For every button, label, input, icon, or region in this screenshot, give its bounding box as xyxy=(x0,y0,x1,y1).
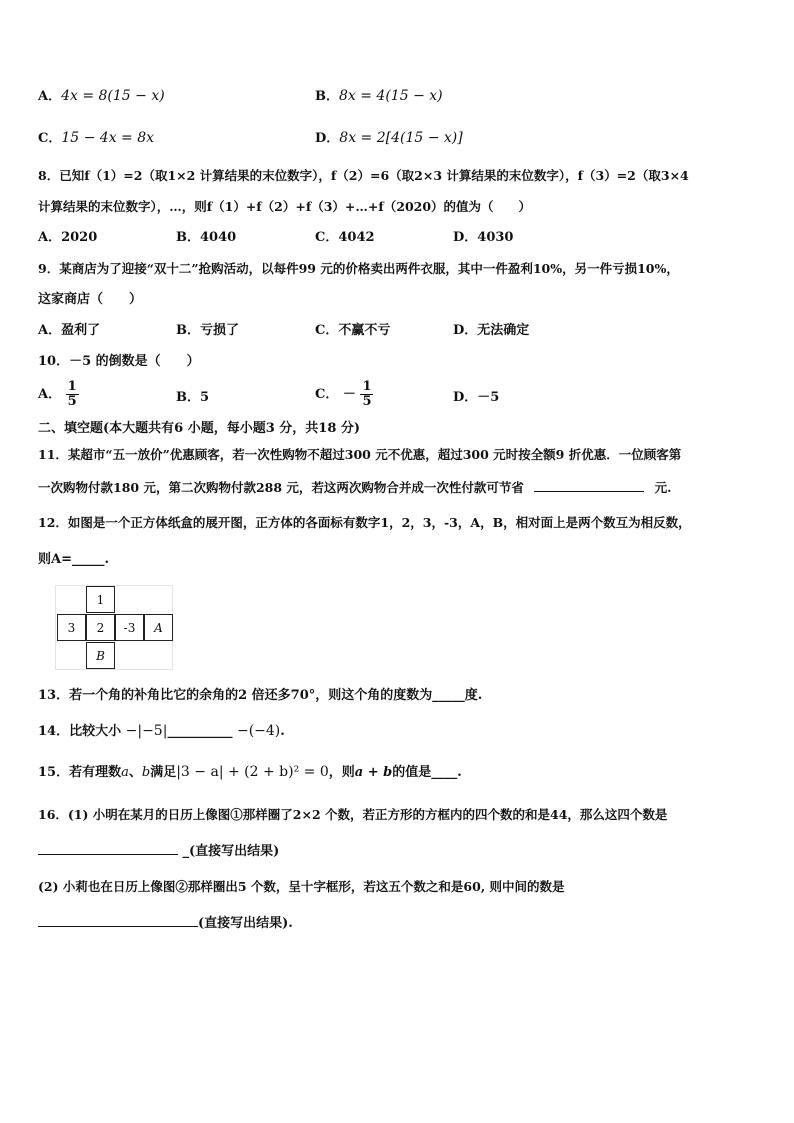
q16-part1-answer-line xyxy=(38,842,279,861)
q15-var-b: b xyxy=(141,765,151,780)
q7-option-b xyxy=(315,87,443,106)
q10-option-a-label: A． xyxy=(38,387,62,402)
q16-part1-answer-tail: _(直接写出结果) xyxy=(182,844,280,859)
q9-option-d: D．无法确定 xyxy=(453,323,530,338)
q15-tail2: 的值是 xyxy=(392,765,432,780)
q10-option-c xyxy=(315,380,373,409)
q9-stem-line2: 这家商店（ ） xyxy=(38,292,143,307)
q10-option-c-label: C． xyxy=(315,387,339,402)
q16-part2-answer-tail: (直接写出结果). xyxy=(198,916,293,931)
net-cell-right-2: A xyxy=(144,614,173,641)
net-cell-center: 2 xyxy=(86,614,115,641)
q10-option-a xyxy=(38,380,79,409)
q12-answer-blank[interactable]: _____ xyxy=(71,552,105,567)
q12-stem-line1: 12．如图是一个正方体纸盒的展开图，正方体的各面标有数字1，2，3，-3，A，B，相对面上是两个数互为相反数， xyxy=(38,515,691,530)
q8-stem-line2: 计算结果的末位数字），…，则f（1）+f（2）+f（3）+…+f（2020）的值为（ ） xyxy=(38,199,532,214)
q11-stem-line2-text: 一次购物付款180 元，第二次购物付款288 元，若这两次购物合并成一次性付款可节省 xyxy=(38,480,524,495)
net-cell-bottom: B xyxy=(86,642,115,669)
q10-option-d: D．－5 xyxy=(453,390,500,405)
q15-end: . xyxy=(457,765,462,780)
net-cell-left: 3 xyxy=(57,614,86,641)
q15-prefix: 15．若有理数 xyxy=(38,765,122,780)
q7-option-c-expr: 15 − 4x = 8x xyxy=(61,130,155,146)
q14-answer-blank[interactable]: __________ xyxy=(167,724,233,739)
q11-stem-line2 xyxy=(38,479,671,497)
q10-stem: 10．－5 的倒数是（ ） xyxy=(38,354,200,369)
q9-option-a: A．盈利了 xyxy=(38,323,101,338)
q8-option-a: A．2020 xyxy=(38,230,98,245)
q7-option-a-expr: 4x = 8(15 − x) xyxy=(61,88,165,104)
q14-rhs: −(−4) xyxy=(236,723,281,739)
q9-stem-line1: 9．某商店为了迎接“双十二”抢购活动，以每件99 元的价格卖出两件衣服，其中一件盈利10%，另一件亏损10%， xyxy=(38,261,679,276)
q15-var-a: a xyxy=(121,765,129,780)
net-cell-right-1: -3 xyxy=(115,614,144,641)
q7-option-d-expr: 8x = 2[4(15 − x)] xyxy=(339,130,463,146)
q15-condition: |3 − a| + (2 + b)² = 0 xyxy=(176,764,329,780)
q10-option-c-fraction xyxy=(360,380,373,409)
q8-option-c: C．4042 xyxy=(315,230,375,245)
q7-option-d-label: D． xyxy=(315,131,340,146)
q12-end: . xyxy=(104,552,110,567)
q8-option-d: D．4030 xyxy=(453,230,514,245)
q12-stem-line2 xyxy=(38,551,109,569)
q13-answer-blank[interactable]: _____ xyxy=(432,688,465,703)
q14-stem xyxy=(38,722,285,741)
q16-part2-answer-blank[interactable] xyxy=(38,914,198,927)
q7-option-d xyxy=(315,129,463,148)
q8-option-b: B．4040 xyxy=(176,230,237,245)
q7-option-a-label: A． xyxy=(38,89,62,104)
q7-option-b-expr: 8x = 4(15 − x) xyxy=(339,88,443,104)
q11-unit: 元. xyxy=(654,480,672,495)
q16-part2-answer-line xyxy=(38,914,293,933)
q14-lhs: −|−5| xyxy=(125,723,168,739)
q10-option-c-numerator: 1 xyxy=(362,379,372,394)
q15-answer-blank[interactable]: ____ xyxy=(431,765,458,780)
q8-stem-line1: 8．已知f（1）=2（取1×2 计算结果的末位数字），f（2）=6（取2×3 计算结果的末位数字），f（3）=2（取3×4 xyxy=(38,168,689,183)
net-cell-top: 1 xyxy=(86,586,115,613)
q10-option-a-fraction xyxy=(66,380,79,409)
q16-part1-answer-blank[interactable] xyxy=(38,842,178,855)
q15-stem xyxy=(38,763,462,782)
q15-sep: 、 xyxy=(128,765,142,780)
q13-stem xyxy=(38,687,482,705)
q15-tail: ，则 xyxy=(328,765,355,780)
q11-answer-blank[interactable] xyxy=(534,479,644,492)
q7-option-b-label: B． xyxy=(315,89,339,104)
q10-option-a-numerator: 1 xyxy=(67,379,77,394)
q16-part2-stem: (2) 小莉也在日历上像图②那样圈出5 个数，呈十字框形，若这五个数之和是60, 则中间的数是 xyxy=(38,879,565,894)
q10-option-c-denominator: 5 xyxy=(362,394,372,409)
q14-prefix: 14．比较大小 xyxy=(38,724,122,739)
q10-option-c-sign: － xyxy=(342,387,356,402)
q9-option-c: C．不赢不亏 xyxy=(315,323,391,338)
q13-end: 度. xyxy=(464,688,483,703)
q7-option-c xyxy=(38,129,154,148)
q16-part1-stem: 16．(1) 小明在某月的日历上像图①那样圈了2×2 个数，若正方形的方框内的四个数的和是44，那么这四个数是 xyxy=(38,807,668,822)
q15-mid: 满足 xyxy=(150,765,177,780)
q10-option-b: B．5 xyxy=(176,390,210,405)
section-heading-fill-in: 二、填空题(本大题共有6 小题，每小题3 分，共18 分) xyxy=(38,421,361,436)
q11-stem-line1: 11．某超市“五一放价”优惠顾客，若一次性购物不超过300 元不优惠，超过300 元时按全额9 折优惠．一位顾客第 xyxy=(38,447,682,462)
q12-prefix: 则A= xyxy=(38,552,72,567)
q10-option-a-denominator: 5 xyxy=(67,394,77,409)
q7-option-c-label: C． xyxy=(38,131,62,146)
q15-expression: a + b xyxy=(354,765,393,780)
q13-text: 13．若一个角的补角比它的余角的2 倍还多70°，则这个角的度数为 xyxy=(38,688,433,703)
q7-option-a xyxy=(38,87,165,106)
q9-option-b: B．亏损了 xyxy=(176,323,239,338)
q14-end: . xyxy=(280,724,285,739)
